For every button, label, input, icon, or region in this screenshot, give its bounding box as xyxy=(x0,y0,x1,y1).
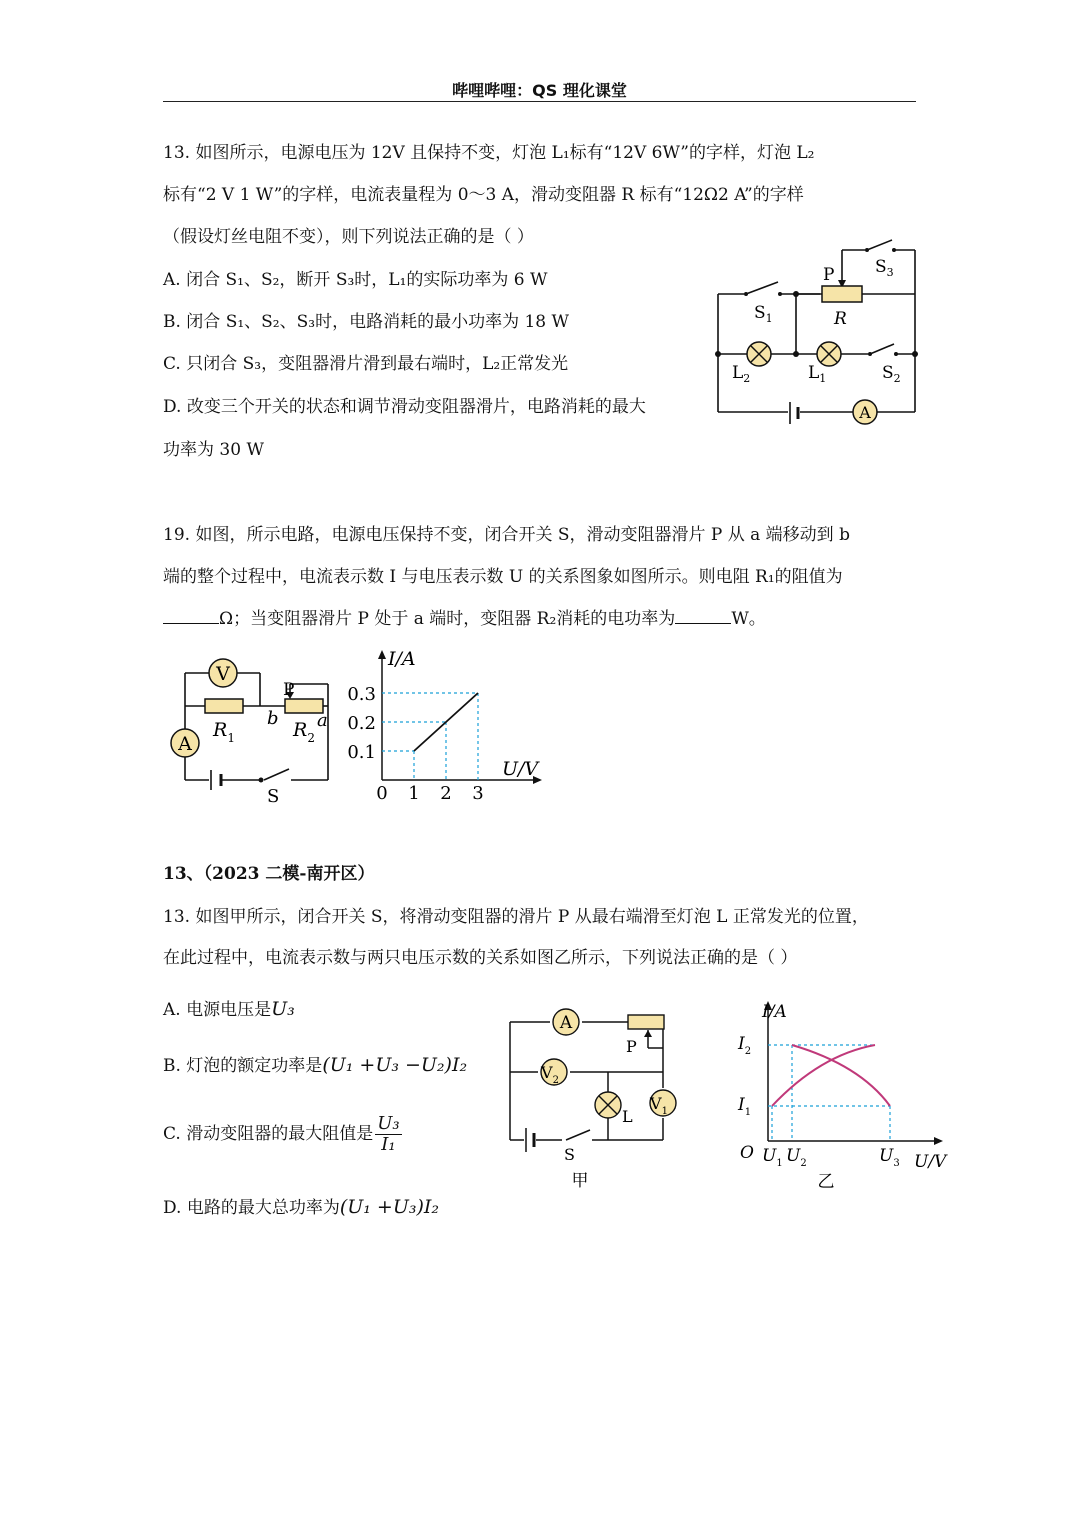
x-tick-label: 1 xyxy=(408,783,420,804)
x-axis-label: U/V xyxy=(502,758,539,780)
ammeter-label: A xyxy=(859,403,871,422)
y-tick-label: 0.1 xyxy=(347,742,376,763)
page-header: 哔哩哔哩：QS 理化课堂 xyxy=(452,81,627,100)
lamp-l2-icon xyxy=(747,342,771,366)
q3-circuit-jia xyxy=(500,1000,690,1195)
caption-jia: 甲 xyxy=(571,1171,589,1191)
q3-heading: 13、（2023 二模-南开区） xyxy=(163,864,375,884)
y-tick-label: 0.3 xyxy=(347,684,376,705)
x-tick-label: 3 xyxy=(472,783,484,804)
answer-blank-1 xyxy=(163,607,219,624)
x-axis-label: U/V xyxy=(914,1152,947,1172)
label-s: S xyxy=(267,786,280,807)
q1-option-d: D. 改变三个开关的状态和调节滑动变阻器滑片，电路消耗的最大 xyxy=(163,397,646,417)
label-s3: $S_3$ xyxy=(875,257,894,279)
label-s: S xyxy=(564,1145,575,1164)
label-r: R xyxy=(834,309,847,329)
x-tick-label: 2 xyxy=(440,783,452,804)
ammeter-label: A xyxy=(559,1013,573,1033)
y-axis-label: I/A xyxy=(388,648,416,670)
q2-line1: 19. 如图，所示电路，电源电压保持不变，闭合开关 S，滑动变阻器滑片 P 从 a 端移动到 b xyxy=(163,525,850,545)
label-p: P xyxy=(283,680,295,700)
q2-line3: Ω；当变阻器滑片 P 处于 a 端时，变阻器 R₂消耗的电功率为 W。 xyxy=(163,607,766,631)
q3-option-c: C. 滑动变阻器的最大阻值是 $\frac{\text{U₃}}{\text{I₁}}$ xyxy=(163,1113,400,1155)
label-s2: $S_2$ xyxy=(882,363,901,385)
label-u1: $U_1$ xyxy=(762,1146,783,1169)
caption-yi: 乙 xyxy=(817,1172,835,1192)
voltmeter-label: V xyxy=(216,663,230,685)
q3-option-d: D. 电路的最大总功率为(U₁ +U₃)I₂ xyxy=(163,1196,440,1218)
v1-label: $V_1$ xyxy=(650,1094,668,1117)
x-axis-arrow xyxy=(934,1137,943,1145)
q2-iu-chart xyxy=(340,645,550,805)
lamp-icon xyxy=(595,1092,621,1118)
label-s1: $S_1$ xyxy=(754,303,773,325)
q3-line2: 在此过程中，电流表示数与两只电压示数的关系如图乙所示，下列说法正确的是（ ） xyxy=(163,948,798,968)
v2-label: $V_2$ xyxy=(541,1063,559,1086)
label-u2: $U_2$ xyxy=(786,1146,807,1169)
q2-line2: 端的整个过程中，电流表示数 I 与电压表示数 U 的关系图象如图所示。则电阻 R₁的阻值为 xyxy=(163,567,843,587)
label-p: P xyxy=(823,265,835,285)
origin-label: 0 xyxy=(376,783,388,804)
q3-option-a: A. 电源电压是U₃ xyxy=(163,998,295,1020)
y-axis-label: I/A xyxy=(762,1002,787,1022)
rheostat xyxy=(628,1015,664,1029)
label-i1: $I_1$ xyxy=(738,1095,752,1118)
q1-option-a: A. 闭合 S₁、S₂，断开 S₃时，L₁的实际功率为 6 W xyxy=(163,270,548,290)
q1-line3: （假设灯丝电阻不变），则下列说法正确的是（ ） xyxy=(163,227,534,247)
y-axis-arrow xyxy=(378,650,386,659)
ammeter-label: A xyxy=(178,733,192,755)
label-p: P xyxy=(626,1037,637,1056)
label-b: b xyxy=(267,708,279,729)
lamp-l1-icon xyxy=(817,342,841,366)
label-r1: $R_1$ xyxy=(213,719,235,745)
q3-graph-yi xyxy=(730,995,955,1195)
q1-option-d-cont: 功率为 30 W xyxy=(163,440,264,460)
q1-option-c: C. 只闭合 S₃，变阻器滑片滑到最右端时，L₂正常发光 xyxy=(163,354,569,374)
q1-circuit-diagram xyxy=(710,232,925,432)
q1-option-b: B. 闭合 S₁、S₂、S₃时，电路消耗的最小功率为 18 W xyxy=(163,312,569,332)
label-r2: $R_2$ xyxy=(293,719,315,745)
answer-blank-2 xyxy=(675,607,731,624)
q1-line2: 标有“2 V 1 W”的字样，电流表量程为 0～3 A，滑动变阻器 R 标有“12Ω2 A”的字样 xyxy=(163,185,804,205)
label-u3: $U_3$ xyxy=(879,1146,900,1169)
y-tick-label: 0.2 xyxy=(347,713,376,734)
header-divider xyxy=(163,101,916,102)
label-l: L xyxy=(622,1107,633,1126)
resistor-r1 xyxy=(205,699,243,713)
q3-option-b: B. 灯泡的额定功率是(U₁ +U₃ −U₂)I₂ xyxy=(163,1054,468,1076)
q2-circuit-diagram xyxy=(163,648,348,808)
label-i2: $I_2$ xyxy=(738,1034,752,1057)
q1-line1: 13. 如图所示，电源电压为 12V 且保持不变，灯泡 L₁标有“12V 6W”的字样，灯泡 L₂ xyxy=(163,143,815,163)
fraction: $\frac{\text{U₃}}{\text{I₁}}$ xyxy=(377,1113,400,1155)
origin-label: O xyxy=(740,1143,754,1163)
label-a: a xyxy=(317,710,328,731)
label-l2: $L_2$ xyxy=(732,363,751,385)
q3-line1: 13. 如图甲所示，闭合开关 S，将滑动变阻器的滑片 P 从最右端滑至灯泡 L 正常发光的位置， xyxy=(163,907,869,927)
label-l1: $L_1$ xyxy=(808,363,827,385)
